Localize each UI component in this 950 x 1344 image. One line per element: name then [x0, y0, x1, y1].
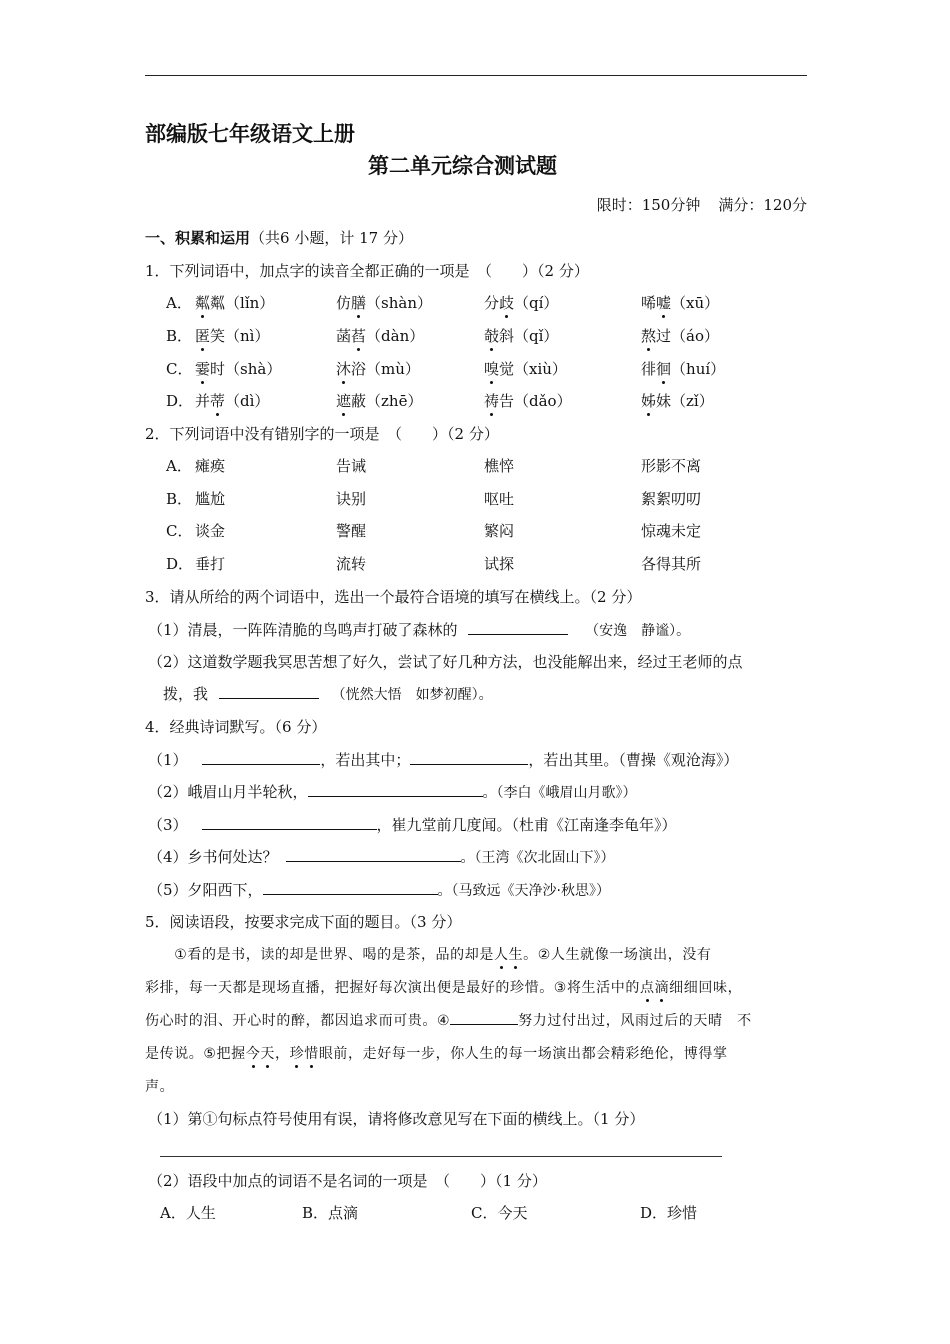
q4-l3-label: （3）	[148, 816, 188, 834]
q4-line4	[148, 846, 615, 867]
q4-blank6[interactable]	[263, 880, 438, 895]
dotted-char: 姊	[641, 392, 657, 410]
dotted-char: 嘘	[656, 294, 672, 312]
q1-word: 并蒂（dì）	[195, 392, 270, 410]
q4-blank2[interactable]	[410, 750, 528, 765]
dotted-char: 珍	[290, 1043, 305, 1063]
dotted-char: 蒂	[210, 392, 226, 410]
q5-p2-text2: 细细回味，	[669, 980, 743, 996]
q1-option-row[interactable]	[0, 292, 950, 316]
q1-word: 遮蔽（zhē）	[336, 392, 423, 410]
dotted-char: 惜	[304, 1043, 319, 1063]
q2-word: 繁闷	[484, 522, 515, 540]
option-label: A．	[166, 294, 192, 312]
q1-word: 粼粼（lǐn）	[195, 294, 275, 312]
q3-blank2[interactable]	[219, 684, 319, 699]
q4-blank1[interactable]	[202, 750, 320, 765]
q3-sentence2-line1: （2）这道数学题我冥思苦想了好久，尝试了好几种方法，也没能解出来，经过王老师的点	[148, 653, 743, 671]
q4-l1-end: ，若出其里。（曹操《观沧海》）	[528, 751, 739, 769]
option-label: B．	[166, 327, 193, 345]
q4-line2	[148, 781, 637, 802]
q2-word: 谈金	[195, 522, 226, 540]
section-heading	[145, 227, 413, 248]
q2-word: 各得其所	[641, 555, 702, 573]
q1-word: 嗅觉（xiù）	[484, 360, 567, 378]
q3-stem: 3．请从所给的两个词语中，选出一个最符合语境的填写在横线上。（2 分）	[145, 588, 642, 606]
q4-line1	[148, 749, 738, 770]
q2-stem: 2．下列词语中没有错别字的一项是 （ ）（2 分）	[145, 425, 499, 443]
header-rule	[145, 75, 807, 76]
q2-word: 警醒	[336, 522, 367, 540]
dotted-char: 萏	[351, 327, 367, 345]
q2-word: 絮絮叨叨	[641, 490, 702, 508]
q5-blank[interactable]	[450, 1010, 518, 1025]
q2-option-row[interactable]	[0, 488, 950, 512]
dotted-char: 沐	[336, 360, 352, 378]
q1-word: 唏嘘（xū）	[641, 294, 720, 312]
q5-p2-text: 彩排，每一天都是现场直播，把握好每次演出便是最好的珍惜。③将生活中的	[145, 980, 640, 996]
q5-p4-comma: ，	[274, 1046, 290, 1062]
dotted-char: 霎	[195, 360, 211, 378]
q1-word: 匿笑（nì）	[195, 327, 270, 345]
q2-option-row[interactable]	[0, 520, 950, 544]
section-note: （共6 小题，计 17 分）	[250, 229, 413, 247]
q4-stem: 4．经典诗词默写。（6 分）	[145, 718, 327, 736]
q2-word: 流转	[336, 555, 367, 573]
q5-para-line4	[145, 1043, 807, 1063]
dotted-char: 嗅	[484, 360, 500, 378]
q5-option-c[interactable]: C．今天	[471, 1204, 528, 1222]
q4-blank4[interactable]	[202, 815, 377, 830]
q3-s2-text: 拨，我	[163, 685, 209, 703]
dotted-char: 人	[494, 944, 509, 964]
q4-l5-source: 。（马致远《天净沙·秋思》）	[437, 883, 610, 899]
q1-word: 仿膳（shàn）	[336, 294, 432, 312]
title-line2: 第二单元综合测试题	[368, 154, 557, 178]
q1-option-row[interactable]	[0, 390, 950, 414]
q4-line5	[148, 879, 610, 900]
dotted-char: 生	[509, 944, 524, 964]
option-label: A．	[166, 457, 192, 475]
option-label: C．	[166, 522, 193, 540]
q2-word: 呕吐	[484, 490, 515, 508]
full-score: 满分：120分	[718, 196, 807, 214]
q1-word: 沐浴（mù）	[336, 360, 420, 378]
dotted-char: 点	[640, 977, 655, 997]
q4-l1-mid: ，若出其中；	[320, 751, 411, 769]
q3-s1-choices: （安逸 静谧）。	[585, 623, 691, 639]
q5-stem: 5．阅读语段，按要求完成下面的题目。（3 分）	[145, 913, 462, 931]
option-label: D．	[166, 392, 194, 410]
q2-word: 樵悴	[484, 457, 515, 475]
q5-answer-line[interactable]	[160, 1156, 722, 1157]
q1-word: 菡萏（dàn）	[336, 327, 425, 345]
q1-word: 姊妹（zǐ）	[641, 392, 714, 410]
option-label: B．	[166, 490, 193, 508]
q4-l1-label: （1）	[148, 751, 188, 769]
q4-line3	[148, 814, 677, 835]
q5-para-line5: 声。	[145, 1079, 175, 1095]
time-limit: 限时：150分钟	[596, 196, 701, 214]
q3-s2-choices: （恍然大悟 如梦初醒）。	[331, 687, 493, 703]
q2-word: 尴尬	[195, 490, 226, 508]
q5-p3-text2: 努力过付出过，风雨过后的天晴 不	[518, 1013, 752, 1029]
q5-p3-text: 伤心时的泪、开心时的醉，都因追求而可贵。④	[145, 1013, 451, 1029]
option-label: D．	[166, 555, 194, 573]
title-line1: 部编版七年级语文上册	[145, 122, 355, 146]
q1-word: 熬过（áo）	[641, 327, 719, 345]
q2-word: 惊魂未定	[641, 522, 702, 540]
q2-word: 形影不离	[641, 457, 702, 475]
q5-sub1: （1）第①句标点符号使用有误，请将修改意见写在下面的横线上。（1 分）	[148, 1110, 645, 1128]
q1-word: 霎时（shà）	[195, 360, 282, 378]
q5-para-line1	[145, 944, 807, 964]
dotted-char: 天	[260, 1043, 275, 1063]
dotted-char: 遮	[336, 392, 352, 410]
q4-l2-text: （2）峨眉山月半轮秋，	[148, 783, 308, 801]
q2-option-row[interactable]	[0, 553, 950, 577]
q5-p4-text: 是传说。⑤把握	[145, 1046, 246, 1062]
dotted-char: 匿	[195, 327, 211, 345]
q2-word: 诀别	[336, 490, 367, 508]
dotted-char: 徊	[656, 360, 672, 378]
q1-option-row[interactable]	[0, 325, 950, 349]
dotted-char: 膳	[351, 294, 367, 312]
q5-option-a[interactable]: A．人生	[160, 1204, 216, 1222]
q2-word: 瘫痪	[195, 457, 226, 475]
q2-word: 试探	[484, 555, 515, 573]
q4-l5-text: （5）夕阳西下，	[148, 881, 263, 899]
q5-option-d[interactable]: D．珍惜	[640, 1204, 698, 1222]
section-title: 一、积累和运用	[145, 229, 251, 247]
dotted-char: 今	[246, 1043, 261, 1063]
dotted-char: 熬	[641, 327, 657, 345]
dotted-char: 攲	[484, 327, 500, 345]
q3-blank1[interactable]	[468, 620, 568, 635]
option-label: C．	[166, 360, 193, 378]
q4-blank5[interactable]	[286, 847, 461, 862]
q4-l3-text: ，崔九堂前几度闻。（杜甫《江南逢李龟年》）	[376, 816, 677, 834]
q2-word: 告诫	[336, 457, 367, 475]
q5-p1-text2: 。②人生就像一场演出，没有	[523, 947, 712, 963]
q5-p1-text: ①看的是书，读的却是世界、喝的是茶，品的却是	[145, 947, 494, 963]
q3-s1-text: （1）清晨，一阵阵清脆的鸟鸣声打破了森林的	[148, 621, 458, 639]
dotted-char: 滴	[655, 977, 670, 997]
dotted-char: 歧	[499, 294, 515, 312]
q5-sub2: （2）语段中加点的词语不是名词的一项是 （ ）（1 分）	[148, 1172, 547, 1190]
q1-word: 分歧（qí）	[484, 294, 559, 312]
q3-sentence1	[148, 619, 690, 640]
q1-stem: 1．下列词语中，加点字的读音全都正确的一项是 （ ）（2 分）	[145, 262, 589, 280]
q1-word: 徘徊（huí）	[641, 360, 726, 378]
q1-word: 祷告（dǎo）	[484, 392, 572, 410]
q2-word: 垂打	[195, 555, 226, 573]
q5-para-line3	[145, 1010, 807, 1030]
q3-sentence2-line2	[163, 683, 493, 704]
q1-word: 攲斜（qǐ）	[484, 327, 559, 345]
q5-para-line2	[145, 977, 807, 997]
q4-blank3[interactable]	[308, 782, 483, 797]
exam-limits	[597, 194, 807, 215]
dotted-char: 祷	[484, 392, 500, 410]
q5-option-b[interactable]: B．点滴	[302, 1204, 359, 1222]
dotted-char: 粼	[195, 294, 211, 312]
q2-option-row[interactable]	[0, 455, 950, 479]
q1-option-row[interactable]	[0, 358, 950, 382]
q4-l2-source: 。（李白《峨眉山月歌》）	[482, 785, 637, 801]
q4-l4-source: 。（王湾《次北固山下》）	[460, 850, 615, 866]
q4-l4-text: （4）乡书何处达？	[148, 848, 278, 866]
q5-p4-text2: 眼前，走好每一步，你人生的每一场演出都会精彩绝伦，博得掌	[318, 1046, 728, 1062]
